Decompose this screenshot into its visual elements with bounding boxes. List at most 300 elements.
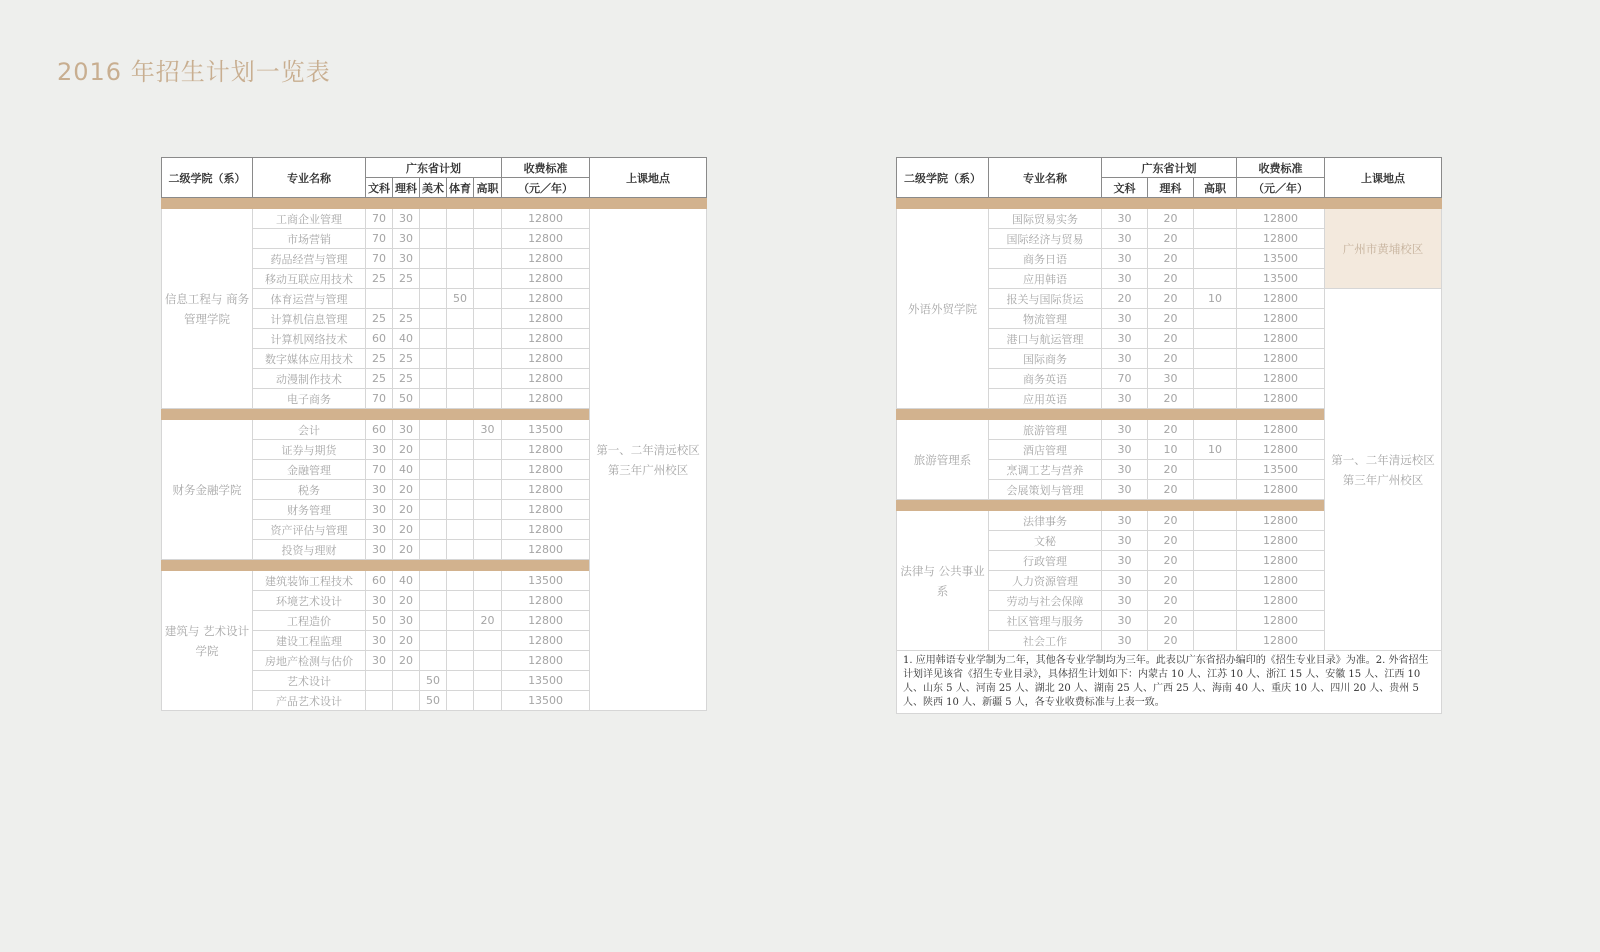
quota-cell bbox=[474, 289, 502, 309]
header-sub-3: 体育 bbox=[447, 178, 474, 198]
quota-cell bbox=[1194, 349, 1237, 369]
header-location: 上课地点 bbox=[590, 158, 707, 198]
footnote: 1. 应用韩语专业学制为二年，其他各专业学制均为三年。此表以广东省招办编印的《招生专业目录》为准。2. 外省招生计划详见该省《招生专业目录》，具体招生计划如下：内蒙古 10 人、江苏 10 人、浙江 15 人、安徽 15 人、江西 10 人、山东 5 人、河南 25 人、湖北 20 人、湖南 25 人、广西 25 人、海南 40 人、重庆 10 人、四川 20 人、贵州 5 人、陕西 10 人、新疆 5 人，各专业收费标准与上表一致。 bbox=[897, 651, 1442, 714]
quota-cell: 30 bbox=[393, 249, 420, 269]
section-divider bbox=[897, 198, 1442, 209]
quota-cell bbox=[447, 349, 474, 369]
fee-cell: 12800 bbox=[502, 249, 590, 269]
quota-cell bbox=[1194, 571, 1237, 591]
location-huangpu: 广州市黄埔校区 bbox=[1325, 209, 1442, 289]
quota-cell bbox=[474, 571, 502, 591]
fee-cell: 12800 bbox=[502, 611, 590, 631]
quota-cell: 25 bbox=[393, 269, 420, 289]
quota-cell bbox=[447, 329, 474, 349]
quota-cell: 30 bbox=[366, 591, 393, 611]
quota-cell bbox=[447, 440, 474, 460]
quota-cell bbox=[447, 309, 474, 329]
quota-cell: 20 bbox=[393, 500, 420, 520]
header-fee: 收费标准 bbox=[502, 158, 590, 178]
quota-cell: 30 bbox=[1102, 611, 1148, 631]
college-name: 财务金融学院 bbox=[162, 420, 253, 560]
quota-cell bbox=[1194, 329, 1237, 349]
quota-cell: 20 bbox=[1148, 551, 1194, 571]
quota-cell: 30 bbox=[1102, 209, 1148, 229]
quota-cell: 30 bbox=[366, 651, 393, 671]
header-fee-unit: （元／年） bbox=[1237, 178, 1325, 198]
quota-cell: 40 bbox=[393, 329, 420, 349]
quota-cell bbox=[1194, 209, 1237, 229]
quota-cell bbox=[447, 420, 474, 440]
header-sub-1: 理科 bbox=[1148, 178, 1194, 198]
quota-cell: 30 bbox=[1102, 440, 1148, 460]
quota-cell: 30 bbox=[366, 440, 393, 460]
major-name: 港口与航运管理 bbox=[989, 329, 1102, 349]
quota-cell: 20 bbox=[393, 480, 420, 500]
quota-cell bbox=[420, 329, 447, 349]
quota-cell: 10 bbox=[1148, 440, 1194, 460]
quota-cell: 30 bbox=[1102, 511, 1148, 531]
quota-cell: 30 bbox=[474, 420, 502, 440]
major-name: 工程造价 bbox=[253, 611, 366, 631]
quota-cell bbox=[474, 389, 502, 409]
quota-cell bbox=[474, 269, 502, 289]
major-name: 投资与理财 bbox=[253, 540, 366, 560]
fee-cell: 12800 bbox=[502, 369, 590, 389]
quota-cell bbox=[420, 611, 447, 631]
major-name: 金融管理 bbox=[253, 460, 366, 480]
table-row bbox=[897, 209, 1442, 229]
quota-cell bbox=[420, 591, 447, 611]
quota-cell: 30 bbox=[1102, 480, 1148, 500]
quota-cell: 20 bbox=[1102, 289, 1148, 309]
quota-cell: 70 bbox=[366, 229, 393, 249]
quota-cell bbox=[420, 631, 447, 651]
fee-cell: 12800 bbox=[502, 269, 590, 289]
quota-cell: 70 bbox=[366, 249, 393, 269]
header-plan: 广东省计划 bbox=[366, 158, 502, 178]
fee-cell: 12800 bbox=[502, 289, 590, 309]
quota-cell bbox=[366, 691, 393, 711]
college-name: 建筑与 艺术设计学院 bbox=[162, 571, 253, 711]
section-divider bbox=[162, 409, 590, 420]
major-name: 人力资源管理 bbox=[989, 571, 1102, 591]
quota-cell: 20 bbox=[1148, 531, 1194, 551]
location-qingyuan: 第一、二年清远校区 第三年广州校区 bbox=[590, 209, 707, 711]
quota-cell: 50 bbox=[420, 671, 447, 691]
fee-cell: 12800 bbox=[502, 480, 590, 500]
major-name: 社会工作 bbox=[989, 631, 1102, 651]
major-name: 法律事务 bbox=[989, 511, 1102, 531]
quota-cell: 30 bbox=[1102, 229, 1148, 249]
fee-cell: 12800 bbox=[502, 520, 590, 540]
fee-cell: 12800 bbox=[1237, 349, 1325, 369]
quota-cell: 30 bbox=[1102, 309, 1148, 329]
college-name: 信息工程与 商务管理学院 bbox=[162, 209, 253, 409]
quota-cell: 20 bbox=[1148, 349, 1194, 369]
header-sub-1: 理科 bbox=[393, 178, 420, 198]
quota-cell bbox=[474, 540, 502, 560]
quota-cell bbox=[366, 289, 393, 309]
header-fee-unit: （元／年） bbox=[502, 178, 590, 198]
quota-cell: 20 bbox=[1148, 389, 1194, 409]
quota-cell bbox=[420, 520, 447, 540]
quota-cell: 30 bbox=[366, 631, 393, 651]
quota-cell: 20 bbox=[1148, 480, 1194, 500]
quota-cell: 30 bbox=[1102, 531, 1148, 551]
quota-cell bbox=[1194, 591, 1237, 611]
quota-cell bbox=[420, 249, 447, 269]
quota-cell: 20 bbox=[1148, 591, 1194, 611]
quota-cell: 20 bbox=[1148, 209, 1194, 229]
quota-cell bbox=[447, 480, 474, 500]
header-location: 上课地点 bbox=[1325, 158, 1442, 198]
quota-cell: 60 bbox=[366, 329, 393, 349]
header-major: 专业名称 bbox=[989, 158, 1102, 198]
header-plan: 广东省计划 bbox=[1102, 158, 1237, 178]
quota-cell bbox=[474, 440, 502, 460]
section-divider bbox=[897, 409, 1325, 420]
fee-cell: 12800 bbox=[1237, 631, 1325, 651]
quota-cell: 30 bbox=[393, 229, 420, 249]
fee-cell: 13500 bbox=[502, 420, 590, 440]
quota-cell: 30 bbox=[1102, 591, 1148, 611]
quota-cell bbox=[420, 309, 447, 329]
fee-cell: 12800 bbox=[502, 309, 590, 329]
quota-cell: 30 bbox=[393, 611, 420, 631]
fee-cell: 13500 bbox=[502, 671, 590, 691]
quota-cell: 20 bbox=[1148, 631, 1194, 651]
quota-cell bbox=[1194, 531, 1237, 551]
major-name: 社区管理与服务 bbox=[989, 611, 1102, 631]
major-name: 计算机信息管理 bbox=[253, 309, 366, 329]
major-name: 国际经济与贸易 bbox=[989, 229, 1102, 249]
quota-cell bbox=[420, 289, 447, 309]
header-sub-2: 美术 bbox=[420, 178, 447, 198]
quota-cell: 20 bbox=[1148, 611, 1194, 631]
quota-cell bbox=[420, 460, 447, 480]
header-major: 专业名称 bbox=[253, 158, 366, 198]
quota-cell: 10 bbox=[1194, 289, 1237, 309]
quota-cell bbox=[1194, 480, 1237, 500]
major-name: 国际贸易实务 bbox=[989, 209, 1102, 229]
fee-cell: 12800 bbox=[502, 591, 590, 611]
quota-cell bbox=[420, 651, 447, 671]
quota-cell: 30 bbox=[1102, 389, 1148, 409]
major-name: 烹调工艺与营养 bbox=[989, 460, 1102, 480]
quota-cell: 20 bbox=[1148, 571, 1194, 591]
quota-cell: 25 bbox=[366, 269, 393, 289]
fee-cell: 12800 bbox=[1237, 289, 1325, 309]
fee-cell: 12800 bbox=[1237, 369, 1325, 389]
quota-cell: 20 bbox=[393, 651, 420, 671]
quota-cell: 20 bbox=[474, 611, 502, 631]
quota-cell bbox=[420, 389, 447, 409]
fee-cell: 12800 bbox=[502, 440, 590, 460]
quota-cell bbox=[447, 520, 474, 540]
major-name: 移动互联应用技术 bbox=[253, 269, 366, 289]
quota-cell bbox=[474, 671, 502, 691]
quota-cell bbox=[1194, 309, 1237, 329]
quota-cell: 20 bbox=[1148, 229, 1194, 249]
quota-cell: 30 bbox=[1148, 369, 1194, 389]
header-college: 二级学院（系） bbox=[162, 158, 253, 198]
quota-cell: 30 bbox=[1102, 329, 1148, 349]
major-name: 行政管理 bbox=[989, 551, 1102, 571]
fee-cell: 12800 bbox=[1237, 229, 1325, 249]
quota-cell bbox=[474, 631, 502, 651]
fee-cell: 12800 bbox=[502, 500, 590, 520]
quota-cell bbox=[1194, 269, 1237, 289]
major-name: 艺术设计 bbox=[253, 671, 366, 691]
fee-cell: 12800 bbox=[1237, 480, 1325, 500]
quota-cell: 25 bbox=[393, 349, 420, 369]
quota-cell bbox=[1194, 389, 1237, 409]
major-name: 会计 bbox=[253, 420, 366, 440]
quota-cell: 20 bbox=[1148, 289, 1194, 309]
major-name: 财务管理 bbox=[253, 500, 366, 520]
quota-cell bbox=[474, 209, 502, 229]
fee-cell: 12800 bbox=[1237, 551, 1325, 571]
section-divider bbox=[162, 560, 590, 571]
quota-cell: 20 bbox=[393, 520, 420, 540]
college-name: 外语外贸学院 bbox=[897, 209, 989, 409]
section-divider bbox=[897, 500, 1325, 511]
major-name: 动漫制作技术 bbox=[253, 369, 366, 389]
page-title: 2016 年招生计划一览表 bbox=[57, 58, 331, 86]
major-name: 国际商务 bbox=[989, 349, 1102, 369]
quota-cell bbox=[420, 420, 447, 440]
quota-cell: 30 bbox=[1102, 571, 1148, 591]
major-name: 旅游管理 bbox=[989, 420, 1102, 440]
header-fee: 收费标准 bbox=[1237, 158, 1325, 178]
quota-cell bbox=[420, 440, 447, 460]
major-name: 文秘 bbox=[989, 531, 1102, 551]
fee-cell: 13500 bbox=[502, 691, 590, 711]
major-name: 电子商务 bbox=[253, 389, 366, 409]
major-name: 物流管理 bbox=[989, 309, 1102, 329]
quota-cell bbox=[474, 691, 502, 711]
quota-cell: 50 bbox=[420, 691, 447, 711]
fee-cell: 13500 bbox=[1237, 269, 1325, 289]
quota-cell bbox=[420, 540, 447, 560]
major-name: 产品艺术设计 bbox=[253, 691, 366, 711]
quota-cell bbox=[447, 611, 474, 631]
enrollment-table-left bbox=[161, 157, 707, 711]
quota-cell bbox=[420, 349, 447, 369]
quota-cell bbox=[474, 591, 502, 611]
major-name: 商务英语 bbox=[989, 369, 1102, 389]
major-name: 房地产检测与估价 bbox=[253, 651, 366, 671]
quota-cell bbox=[1194, 249, 1237, 269]
major-name: 资产评估与管理 bbox=[253, 520, 366, 540]
quota-cell: 20 bbox=[393, 631, 420, 651]
quota-cell: 70 bbox=[1102, 369, 1148, 389]
quota-cell bbox=[1194, 420, 1237, 440]
quota-cell bbox=[1194, 611, 1237, 631]
section-divider bbox=[162, 198, 707, 209]
major-name: 体育运营与管理 bbox=[253, 289, 366, 309]
quota-cell bbox=[366, 671, 393, 691]
major-name: 应用韩语 bbox=[989, 269, 1102, 289]
quota-cell: 60 bbox=[366, 420, 393, 440]
quota-cell bbox=[474, 520, 502, 540]
quota-cell bbox=[1194, 369, 1237, 389]
enrollment-table-right bbox=[896, 157, 1442, 714]
fee-cell: 12800 bbox=[502, 460, 590, 480]
major-name: 劳动与社会保障 bbox=[989, 591, 1102, 611]
quota-cell: 70 bbox=[366, 460, 393, 480]
quota-cell: 40 bbox=[393, 460, 420, 480]
header-sub-2: 高职 bbox=[1194, 178, 1237, 198]
quota-cell bbox=[393, 691, 420, 711]
fee-cell: 12800 bbox=[1237, 309, 1325, 329]
quota-cell: 20 bbox=[1148, 309, 1194, 329]
major-name: 环境艺术设计 bbox=[253, 591, 366, 611]
fee-cell: 12800 bbox=[502, 389, 590, 409]
major-name: 市场营销 bbox=[253, 229, 366, 249]
major-name: 报关与国际货运 bbox=[989, 289, 1102, 309]
quota-cell: 30 bbox=[366, 500, 393, 520]
major-name: 税务 bbox=[253, 480, 366, 500]
quota-cell: 20 bbox=[393, 540, 420, 560]
quota-cell: 50 bbox=[447, 289, 474, 309]
quota-cell: 30 bbox=[366, 480, 393, 500]
major-name: 药品经营与管理 bbox=[253, 249, 366, 269]
quota-cell: 25 bbox=[366, 349, 393, 369]
quota-cell bbox=[447, 460, 474, 480]
fee-cell: 13500 bbox=[1237, 249, 1325, 269]
fee-cell: 12800 bbox=[1237, 531, 1325, 551]
quota-cell bbox=[420, 209, 447, 229]
quota-cell: 30 bbox=[366, 540, 393, 560]
quota-cell bbox=[447, 249, 474, 269]
quota-cell: 50 bbox=[366, 611, 393, 631]
quota-cell bbox=[447, 229, 474, 249]
fee-cell: 12800 bbox=[1237, 209, 1325, 229]
quota-cell: 30 bbox=[1102, 349, 1148, 369]
quota-cell: 30 bbox=[1102, 631, 1148, 651]
college-name: 旅游管理系 bbox=[897, 420, 989, 500]
quota-cell bbox=[474, 329, 502, 349]
quota-cell bbox=[447, 269, 474, 289]
quota-cell bbox=[1194, 460, 1237, 480]
header-sub-4: 高职 bbox=[474, 178, 502, 198]
quota-cell bbox=[1194, 229, 1237, 249]
header-sub-0: 文科 bbox=[1102, 178, 1148, 198]
fee-cell: 12800 bbox=[1237, 389, 1325, 409]
quota-cell bbox=[420, 480, 447, 500]
quota-cell bbox=[393, 671, 420, 691]
quota-cell bbox=[420, 229, 447, 249]
quota-cell: 25 bbox=[393, 309, 420, 329]
header-college: 二级学院（系） bbox=[897, 158, 989, 198]
quota-cell bbox=[447, 571, 474, 591]
quota-cell: 30 bbox=[1102, 551, 1148, 571]
fee-cell: 12800 bbox=[502, 651, 590, 671]
quota-cell: 40 bbox=[393, 571, 420, 591]
quota-cell bbox=[447, 591, 474, 611]
major-name: 工商企业管理 bbox=[253, 209, 366, 229]
quota-cell bbox=[474, 460, 502, 480]
fee-cell: 12800 bbox=[502, 631, 590, 651]
fee-cell: 12800 bbox=[502, 209, 590, 229]
major-name: 建设工程监理 bbox=[253, 631, 366, 651]
quota-cell: 30 bbox=[1102, 269, 1148, 289]
quota-cell: 10 bbox=[1194, 440, 1237, 460]
quota-cell bbox=[420, 369, 447, 389]
quota-cell: 30 bbox=[366, 520, 393, 540]
quota-cell bbox=[1194, 551, 1237, 571]
fee-cell: 12800 bbox=[1237, 329, 1325, 349]
fee-cell: 12800 bbox=[502, 229, 590, 249]
quota-cell bbox=[474, 480, 502, 500]
quota-cell: 25 bbox=[366, 369, 393, 389]
major-name: 会展策划与管理 bbox=[989, 480, 1102, 500]
fee-cell: 12800 bbox=[502, 349, 590, 369]
quota-cell bbox=[447, 369, 474, 389]
location-qingyuan: 第一、二年清远校区 第三年广州校区 bbox=[1325, 289, 1442, 651]
quota-cell bbox=[447, 540, 474, 560]
quota-cell: 20 bbox=[1148, 420, 1194, 440]
college-name: 法律与 公共事业系 bbox=[897, 511, 989, 651]
quota-cell bbox=[474, 369, 502, 389]
major-name: 建筑装饰工程技术 bbox=[253, 571, 366, 591]
quota-cell: 20 bbox=[1148, 511, 1194, 531]
fee-cell: 12800 bbox=[1237, 591, 1325, 611]
quota-cell bbox=[420, 269, 447, 289]
quota-cell bbox=[474, 651, 502, 671]
quota-cell bbox=[1194, 631, 1237, 651]
header-sub-0: 文科 bbox=[366, 178, 393, 198]
major-name: 应用英语 bbox=[989, 389, 1102, 409]
quota-cell: 70 bbox=[366, 389, 393, 409]
quota-cell bbox=[474, 309, 502, 329]
quota-cell bbox=[1194, 511, 1237, 531]
table-row bbox=[162, 209, 707, 229]
quota-cell bbox=[420, 500, 447, 520]
major-name: 数字媒体应用技术 bbox=[253, 349, 366, 369]
quota-cell bbox=[447, 209, 474, 229]
quota-cell: 50 bbox=[393, 389, 420, 409]
major-name: 商务日语 bbox=[989, 249, 1102, 269]
fee-cell: 12800 bbox=[1237, 511, 1325, 531]
quota-cell: 25 bbox=[393, 369, 420, 389]
quota-cell bbox=[474, 500, 502, 520]
quota-cell: 30 bbox=[1102, 249, 1148, 269]
quota-cell bbox=[420, 571, 447, 591]
quota-cell bbox=[474, 249, 502, 269]
quota-cell bbox=[474, 229, 502, 249]
quota-cell bbox=[447, 651, 474, 671]
fee-cell: 12800 bbox=[1237, 611, 1325, 631]
quota-cell: 70 bbox=[366, 209, 393, 229]
quota-cell: 30 bbox=[393, 209, 420, 229]
quota-cell: 20 bbox=[1148, 329, 1194, 349]
quota-cell: 60 bbox=[366, 571, 393, 591]
quota-cell bbox=[447, 500, 474, 520]
major-name: 证券与期货 bbox=[253, 440, 366, 460]
major-name: 计算机网络技术 bbox=[253, 329, 366, 349]
quota-cell bbox=[447, 691, 474, 711]
quota-cell: 20 bbox=[1148, 249, 1194, 269]
fee-cell: 12800 bbox=[502, 329, 590, 349]
quota-cell: 20 bbox=[393, 440, 420, 460]
quota-cell bbox=[447, 631, 474, 651]
major-name: 酒店管理 bbox=[989, 440, 1102, 460]
fee-cell: 13500 bbox=[502, 571, 590, 591]
quota-cell: 20 bbox=[1148, 460, 1194, 480]
quota-cell bbox=[447, 389, 474, 409]
